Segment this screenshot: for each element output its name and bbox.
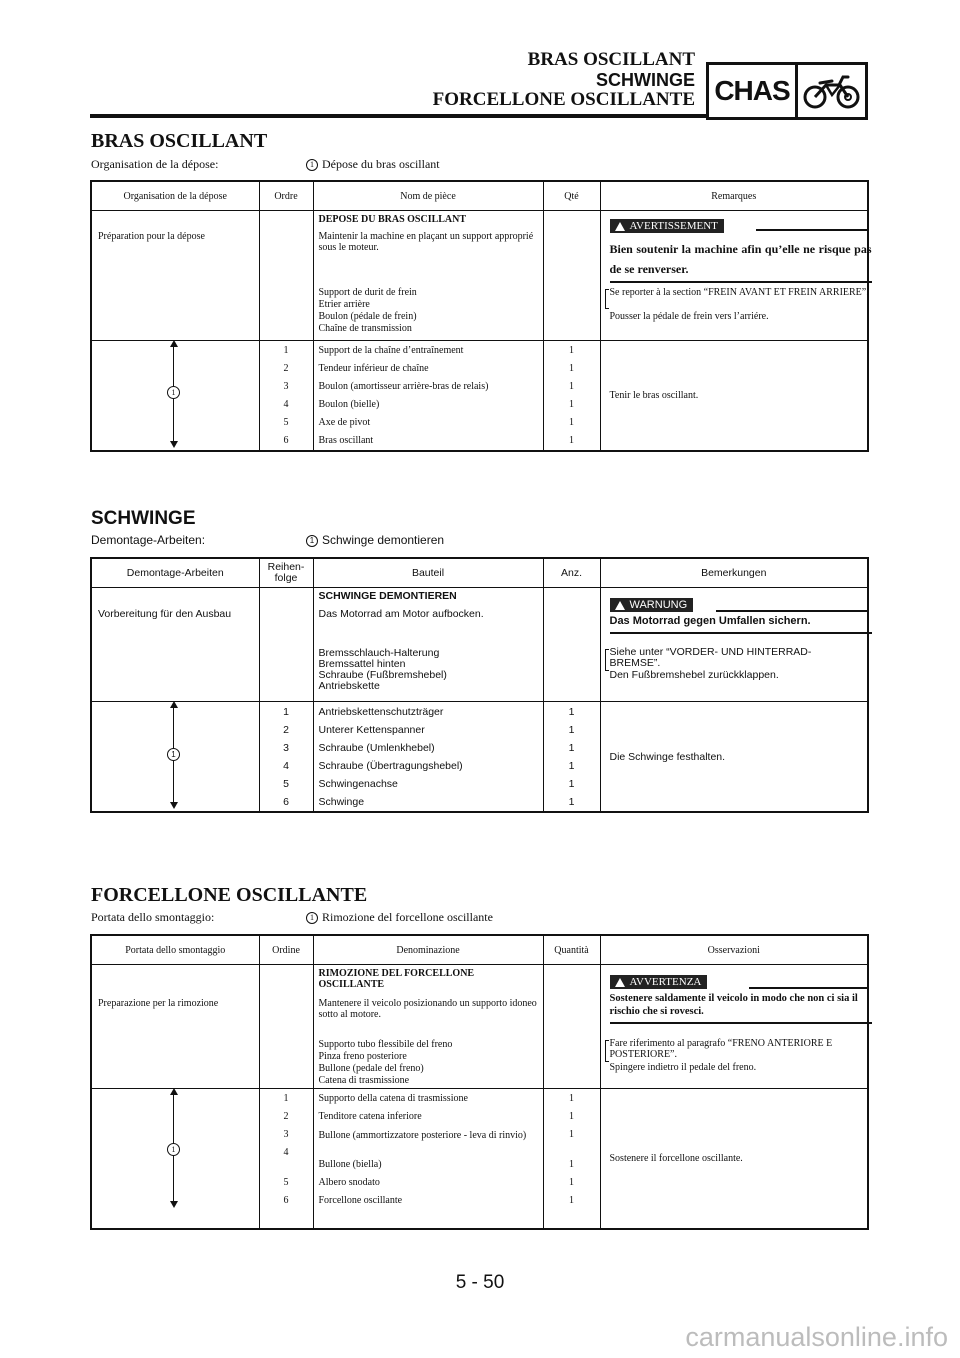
part-name: Unterer Kettenspanner xyxy=(318,724,425,736)
subtitle-right: Dépose du bras oscillant xyxy=(322,157,440,171)
quantity: 1 xyxy=(569,345,574,356)
rows-remark: Sostenere il forcellone oscillante. xyxy=(600,1089,868,1230)
quantity: 1 xyxy=(568,760,575,772)
arrow-down-icon xyxy=(170,802,178,809)
remark: Se reporter à la section “FREIN AVANT ET FREIN ARRIERE”. xyxy=(609,287,869,298)
page-header xyxy=(427,50,695,110)
rows-remark: Tenir le bras oscillant. xyxy=(600,341,868,452)
col-header: Ordine xyxy=(259,935,313,965)
part-name: Tenditore catena inferiore xyxy=(318,1111,422,1122)
quantity: 1 xyxy=(568,724,575,736)
part-name: Boulon (bielle) xyxy=(318,399,380,410)
arrow-up-icon xyxy=(170,701,178,708)
col-header: Qté xyxy=(543,181,600,211)
prep-item: Supporto tubo flessibile del freno xyxy=(318,1039,453,1050)
order-num: 5 xyxy=(283,778,289,790)
order-num: 2 xyxy=(283,1111,289,1122)
quantity: 1 xyxy=(569,363,574,374)
part-name: Bullone (biella) xyxy=(318,1159,382,1170)
quantity: 1 xyxy=(569,1195,574,1206)
arrow-down-icon xyxy=(170,441,178,448)
order-num: 4 xyxy=(283,399,289,410)
prep-item: Boulon (pédale de frein) xyxy=(318,311,417,322)
col-header: Reihen- folge xyxy=(259,558,313,588)
page-number: 5 - 50 xyxy=(455,1272,505,1293)
col-header: Portata dello smontaggio xyxy=(91,935,259,965)
range-marker: 1 xyxy=(167,748,180,761)
watermark: carmanualsonline.info xyxy=(685,1322,948,1352)
col-header: Ordre xyxy=(259,181,313,211)
order-num: 6 xyxy=(283,796,289,808)
order-num: 1 xyxy=(283,1093,289,1104)
col-header: Nom de pièce xyxy=(313,181,543,211)
part-name: Schwinge xyxy=(318,796,365,808)
warning-header xyxy=(610,598,694,612)
prep-title: RIMOZIONE DEL FORCELLONE OSCILLANTE xyxy=(318,968,475,990)
part-name: Bras oscillant xyxy=(318,435,374,446)
order-num: 4 xyxy=(283,760,289,772)
warning-rule xyxy=(716,610,869,612)
header-title-de: SCHWINGE xyxy=(596,70,695,90)
warning-header xyxy=(610,975,708,989)
order-num: 3 xyxy=(283,1129,289,1140)
warning-rule xyxy=(610,281,872,283)
order-num: 3 xyxy=(283,381,289,392)
quantity: 1 xyxy=(568,796,575,808)
remark: Siehe unter “VORDER- UND HINTERRAD-BREMSE”. xyxy=(609,646,812,669)
prep-label: Vorbereitung für den Ausbau xyxy=(98,608,232,620)
col-header: Demontage-Arbeiten xyxy=(91,558,259,588)
warning-rule xyxy=(756,229,869,231)
quantity: 1 xyxy=(569,1159,574,1170)
col-header: Bauteil xyxy=(313,558,543,588)
quantity: 1 xyxy=(569,399,574,410)
prep-item: Support de durit de frein xyxy=(318,287,417,298)
part-name: Boulon (amortisseur arrière-bras de relais) xyxy=(318,381,489,392)
remark: Pousser la pédale de frein vers l’arriére. xyxy=(609,311,769,322)
circled-number: 1 xyxy=(306,159,318,171)
remark: Fare riferimento al paragrafo “FRENO ANTERIORE E POSTERIORE”. xyxy=(609,1038,833,1060)
quantity: 1 xyxy=(568,778,575,790)
col-header: Anz. xyxy=(543,558,600,588)
remark: Den Fußbremshebel zurückklappen. xyxy=(609,669,779,681)
prep-title: SCHWINGE DEMONTIEREN xyxy=(318,590,457,602)
order-num: 2 xyxy=(283,724,289,736)
part-name: Albero snodato xyxy=(318,1177,380,1188)
quantity: 1 xyxy=(568,742,575,754)
prep-item: Antriebskette xyxy=(318,680,380,692)
circled-number: 1 xyxy=(306,535,318,547)
warning-text: Bien soutenir la machine afin qu’elle ne risque pas de se renverser. xyxy=(609,242,872,276)
motorcycle-icon xyxy=(798,65,865,117)
prep-instruction: Mantenere il veicolo posizionando un supporto idoneo sotto al motore. xyxy=(318,998,537,1020)
chapter-badge xyxy=(706,62,868,120)
prep-item: Bullone (pedale del freno) xyxy=(318,1063,424,1074)
subtitle-right: Schwinge demontieren xyxy=(322,533,445,547)
col-header: Organisation de la dépose xyxy=(91,181,259,211)
remark: Spingere indietro il pedale del freno. xyxy=(609,1062,757,1073)
bracket xyxy=(605,649,609,671)
col-header: Remarques xyxy=(600,181,868,211)
order-num: 6 xyxy=(283,435,289,446)
part-name: Schraube (Umlenkhebel) xyxy=(318,742,435,754)
warning-icon xyxy=(615,601,625,610)
quantity: 1 xyxy=(569,381,574,392)
order-num: 1 xyxy=(283,345,289,356)
section-title-de: SCHWINGE xyxy=(91,508,196,529)
order-num: 1 xyxy=(283,706,289,718)
subtitle-left: Organisation de la dépose: xyxy=(91,157,219,171)
range-marker: 1 xyxy=(167,1143,180,1156)
prep-item: Bremssattel hinten xyxy=(318,658,406,670)
order-num: 5 xyxy=(283,417,289,428)
bracket xyxy=(605,1040,609,1062)
circled-number: 1 xyxy=(306,912,318,924)
order-num: 2 xyxy=(283,363,289,374)
prep-instruction: Das Motorrad am Motor aufbocken. xyxy=(318,608,484,620)
subtitle-right: Rimozione del forcellone oscillante xyxy=(322,910,493,924)
prep-item: Catena di trasmissione xyxy=(318,1075,410,1086)
warning-badge: AVVERTENZA xyxy=(610,975,708,989)
subtitle-left: Portata dello smontaggio: xyxy=(91,910,215,924)
part-name: Axe de pivot xyxy=(318,417,371,428)
table-fr xyxy=(90,180,872,452)
prep-item: Schraube (Fußbremshebel) xyxy=(318,669,447,681)
chapter-badge-label: CHAS xyxy=(709,65,798,117)
arrow-down-icon xyxy=(170,1201,178,1208)
section-subtitle-it xyxy=(91,910,493,925)
quantity: 1 xyxy=(568,706,575,718)
warning-text: Sostenere saldamente il veicolo in modo che non ci sia il rischio che si rovesci. xyxy=(609,993,858,1017)
part-name: Forcellone oscillante xyxy=(318,1195,403,1206)
warning-rule xyxy=(749,987,869,989)
prep-instruction: Maintenir la machine en plaçant un support approprié sous le moteur. xyxy=(318,231,534,253)
col-header: Bemerkungen xyxy=(600,558,868,588)
quantity: 1 xyxy=(569,1129,574,1140)
quantity: 1 xyxy=(569,1093,574,1104)
warning-rule xyxy=(610,1022,872,1024)
section-subtitle-fr xyxy=(91,157,440,172)
order-num: 6 xyxy=(283,1195,289,1206)
header-title-it: FORCELLONE OSCILLANTE xyxy=(432,89,695,110)
bracket xyxy=(605,289,609,309)
prep-item: Pinza freno posteriore xyxy=(318,1051,407,1062)
rows-remark: Die Schwinge festhalten. xyxy=(600,702,868,813)
quantity: 1 xyxy=(569,1111,574,1122)
arrow-up-icon xyxy=(170,1088,178,1095)
section-title-fr: BRAS OSCILLANT xyxy=(91,130,268,152)
warning-badge: AVERTISSEMENT xyxy=(610,219,724,233)
quantity: 1 xyxy=(569,417,574,428)
order-num: 5 xyxy=(283,1177,289,1188)
range-marker: 1 xyxy=(167,386,180,399)
part-name: Tendeur inférieur de chaîne xyxy=(318,363,429,374)
prep-item: Chaîne de transmission xyxy=(318,323,412,334)
quantity: 1 xyxy=(569,1177,574,1188)
part-name: Antriebskettenschutzträger xyxy=(318,706,444,718)
prep-label: Préparation pour la dépose xyxy=(98,231,205,242)
warning-badge: WARNUNG xyxy=(610,598,694,612)
order-num: 4 xyxy=(283,1147,289,1158)
section-title-it: FORCELLONE OSCILLANTE xyxy=(91,884,368,906)
prep-label: Preparazione per la rimozione xyxy=(98,998,219,1009)
warning-text: Das Motorrad gegen Umfallen sichern. xyxy=(609,615,811,627)
section-subtitle-de xyxy=(91,533,445,547)
warning-rule xyxy=(610,632,872,634)
part-name: Schraube (Übertragungshebel) xyxy=(318,760,463,772)
header-title-fr: BRAS OSCILLANT xyxy=(527,49,695,70)
warning-icon xyxy=(615,978,625,987)
arrow-up-icon xyxy=(170,340,178,347)
col-header: Denominazione xyxy=(313,935,543,965)
prep-title: DEPOSE DU BRAS OSCILLANT xyxy=(318,214,467,225)
table-de xyxy=(90,557,869,813)
table-it xyxy=(90,934,869,1230)
quantity: 1 xyxy=(569,435,574,446)
prep-item: Bremsschlauch-Halterung xyxy=(318,647,440,659)
col-header: Quantità xyxy=(543,935,600,965)
part-name: Bullone (ammortizzatore posteriore - leva di rinvio) xyxy=(318,1130,527,1141)
header-rule xyxy=(90,114,706,118)
order-num: 3 xyxy=(283,742,289,754)
part-name: Support de la chaîne d’entraînement xyxy=(318,345,464,356)
part-name: Supporto della catena di trasmissione xyxy=(318,1093,468,1104)
subtitle-left: Demontage-Arbeiten: xyxy=(91,533,206,547)
prep-item: Etrier arrière xyxy=(318,299,370,310)
part-name: Schwingenachse xyxy=(318,778,398,790)
warning-icon xyxy=(615,222,625,231)
col-header: Osservazioni xyxy=(600,935,868,965)
warning-header xyxy=(610,219,724,233)
